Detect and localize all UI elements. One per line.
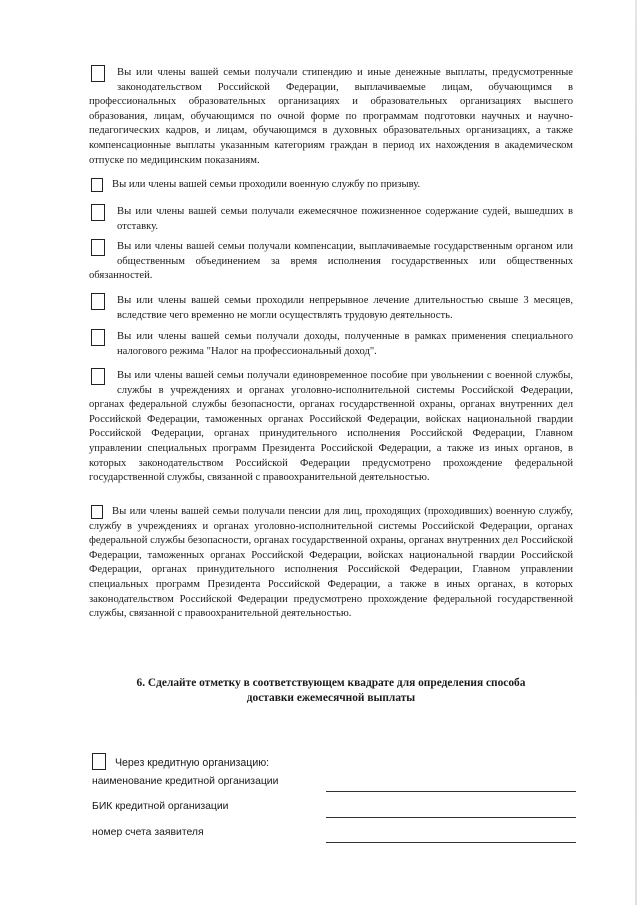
income-item-self-employed [89, 330, 573, 359]
section-6-heading [89, 676, 573, 706]
checkbox-medical-treatment[interactable] [91, 293, 105, 310]
checkbox-self-employed[interactable] [91, 329, 105, 346]
checkbox-compensation[interactable] [91, 239, 105, 256]
item-text-stipend: Вы или члены вашей семьи получали стипендию и иные денежные выплаты, предусмотренные законодательством Российской Федерации, выплачиваемые лицам, обучающимся в профессиональных образовательных организациях и образовательных организациях высшего образования, лицам, обучающимся по очной форме по программам подготовки научных и научно-педагогических кадров, и лицам, обучающимся в духовных образовательных организациях, а также компенсационные выплаты указанным категориям граждан в период их нахождения в академическом отпуске по медицинским показаниям. [89, 67, 573, 166]
checkbox-delivery-bank[interactable] [92, 753, 106, 770]
checkbox-severance[interactable] [91, 368, 105, 385]
section-6-heading-line1: 6. Сделайте отметку в соответствующем квадрате для определения способа [136, 677, 526, 689]
income-item-military-conscription [89, 178, 573, 193]
delivery-option-bank [92, 753, 269, 770]
checkbox-military-conscription[interactable] [91, 178, 103, 192]
bik-field[interactable] [326, 817, 576, 818]
income-item-severance [89, 369, 573, 486]
item-text-judge-allowance: Вы или члены вашей семьи получали ежемесячное пожизненное содержание судей, вышедших в отставку. [117, 206, 573, 232]
checkbox-judge-allowance[interactable] [91, 204, 105, 221]
delivery-option-bank-label: Через кредитную организацию: [114, 757, 270, 769]
income-item-stipend [89, 66, 573, 168]
income-item-compensation [89, 240, 573, 284]
account-number-field[interactable] [326, 842, 576, 843]
checkbox-pension[interactable] [91, 505, 103, 519]
item-text-military-conscription: Вы или члены вашей семьи проходили военную службу по призыву. [112, 179, 421, 190]
item-text-severance: Вы или члены вашей семьи получали единовременное пособие при увольнении с военной службы, службы в учреждениях и органах уголовно-исполнительной системы Российской Федерации, органах федеральной службы безопасности, органах государственной охраны, органах внутренних дел Российской Федерации, таможенных органах Российской Федерации, войсках национальной гвардии Российской Федерации, органах принудительного исполнения Российской Федерации, Главном управлении специальных программ Президента Российской Федерации, а также из иных органов, в которых законодательством Российской Федерации предусмотрено прохождение федеральной государственной службы, связанной с правоохранительной деятельностью. [89, 370, 573, 484]
item-text-pension: Вы или члены вашей семьи получали пенсии для лиц, проходящих (проходивших) военную службу, службу в учреждениях и органах уголовно-исполнительной системы Российской Федерации, органах федеральной службы безопасности, органах государственной охраны, органах внутренних дел Российской Федерации, таможенных органах Российской Федерации, войсках национальной гвардии Российской Федерации, органах принудительного исполнения Российской Федерации, Главном управлении специальных программ Президента Российской Федерации, а также в иных органах, в которых законодательством Российской Федерации предусмотрено прохождение федеральной государственной службы, связанной с правоохранительной деятельностью. [89, 506, 573, 620]
item-text-self-employed: Вы или члены вашей семьи получали доходы, полученные в рамках применения специального налогового режима "Налог на профессиональный доход". [117, 331, 573, 357]
income-item-pension [89, 505, 573, 622]
item-text-medical-treatment: Вы или члены вашей семьи проходили непрерывное лечение длительностью свыше 3 месяцев, вследствие чего временно не могли осуществлять трудовую деятельность. [117, 295, 573, 321]
income-item-medical-treatment [89, 294, 573, 323]
scan-edge-shadow [635, 0, 637, 905]
account-number-label: номер счета заявителя [92, 827, 204, 838]
checkbox-stipend[interactable] [91, 65, 105, 82]
bik-label: БИК кредитной организации [92, 801, 229, 812]
item-text-compensation: Вы или члены вашей семьи получали компенсации, выплачиваемые государственным органом или общественным объединением за время исполнения государственных или общественных обязанностей. [89, 241, 573, 282]
bank-name-field[interactable] [326, 791, 576, 792]
bank-name-label: наименование кредитной организации [92, 776, 279, 787]
income-item-judge-allowance [89, 205, 573, 234]
section-6-heading-line2: доставки ежемесячной выплаты [246, 692, 416, 704]
